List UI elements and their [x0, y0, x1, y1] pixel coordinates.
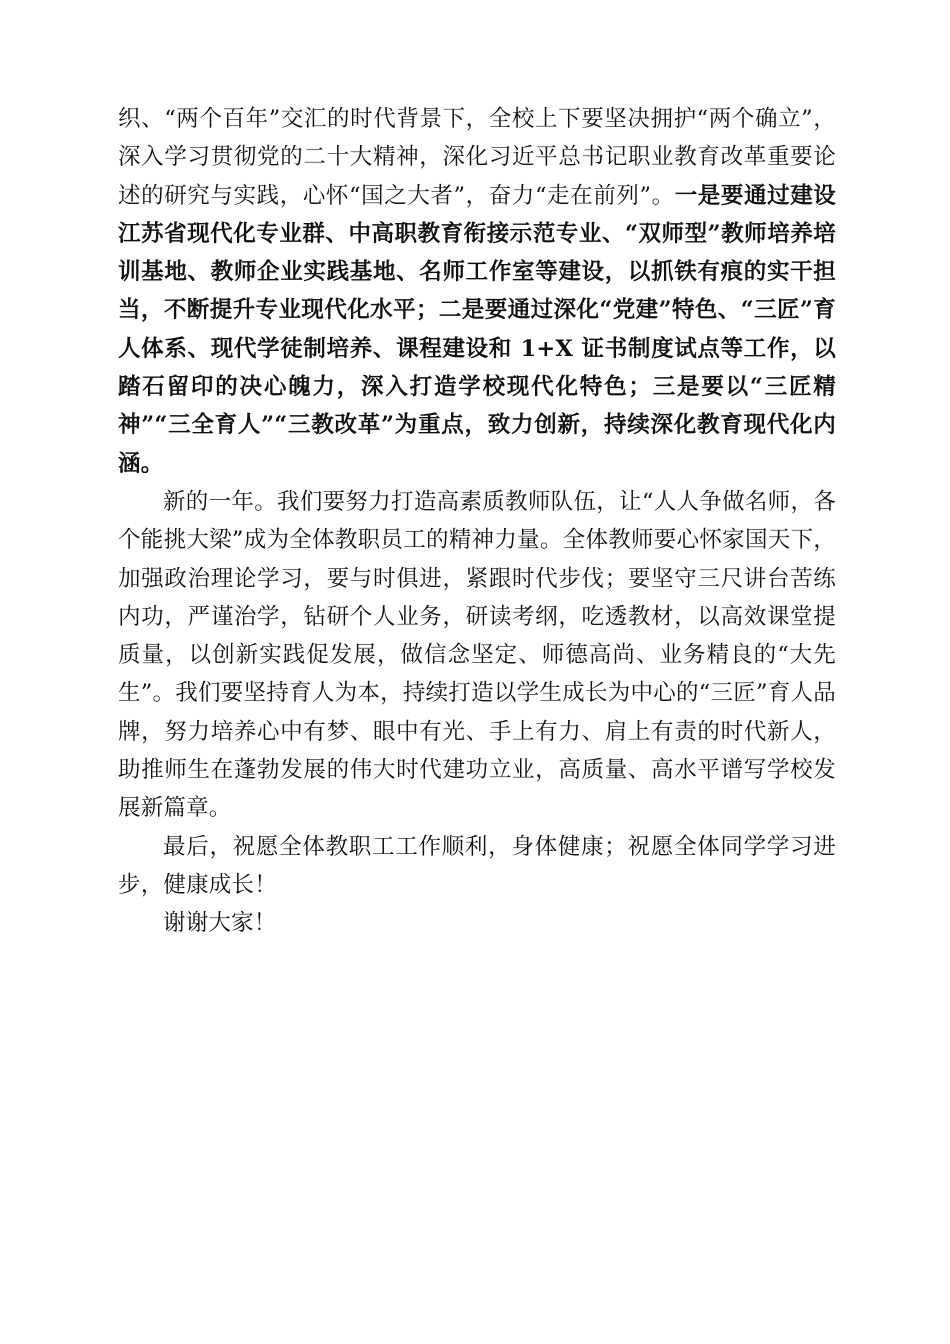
paragraph-text: 织、“两个百年”交汇的时代背景下，全校上下要坚决拥护“两个确立”，深入学习贯彻党的二十大精神，深化习近平总书记职业教育改革重要论述的研究与实践，心怀“国之大者”，奋力“走在前列”。	[118, 106, 836, 209]
paragraph-continued	[118, 100, 836, 483]
paragraph-wishes: 最后，祝愿全体教职工工作顺利，身体健康；祝愿全体同学学习进步，健康成长！	[118, 833, 836, 898]
paragraph-bold-text: 一是要通过建设江苏省现代化专业群、中高职教育衔接示范专业、“双师型”教师培养培训基地、教师企业实践基地、名师工作室等建设，以抓铁有痕的实干担当，不断提升专业现代化水平；二是要通过深化“党建”特色、“三匠”育人体系、现代学徒制培养、课程建设和 1+X 证书制度试点等工作，以踏石留印的决心魄力，深入打造学校现代化特色；三是要以“三匠精神”“三全育人”“三教改革”为重点，致力创新，持续深化教育现代化内涵。	[118, 182, 837, 477]
paragraph-new-year: 新的一年。我们要努力打造高素质教师队伍，让“人人争做名师，各个能挑大梁”成为全体教职员工的精神力量。全体教师要心怀家国天下，加强政治理论学习，要与时俱进，紧跟时代步伐；要坚守三尺讲台苦练内功，严谨治学，钻研个人业务，研读考纲，吃透教材，以高效课堂提质量，以创新实践促发展，做信念坚定、师德高尚、业务精良的“大先生”。我们要坚持育人为本，持续打造以学生成长为中心的“三匠”育人品牌，努力培养心中有梦、眼中有光、手上有力、肩上有责的时代新人，助推师生在蓬勃发展的伟大时代建功立业，高质量、高水平谱写学校发展新篇章。	[118, 488, 836, 822]
document-page	[118, 100, 836, 943]
paragraph-thanks: 谢谢大家！	[163, 910, 277, 937]
